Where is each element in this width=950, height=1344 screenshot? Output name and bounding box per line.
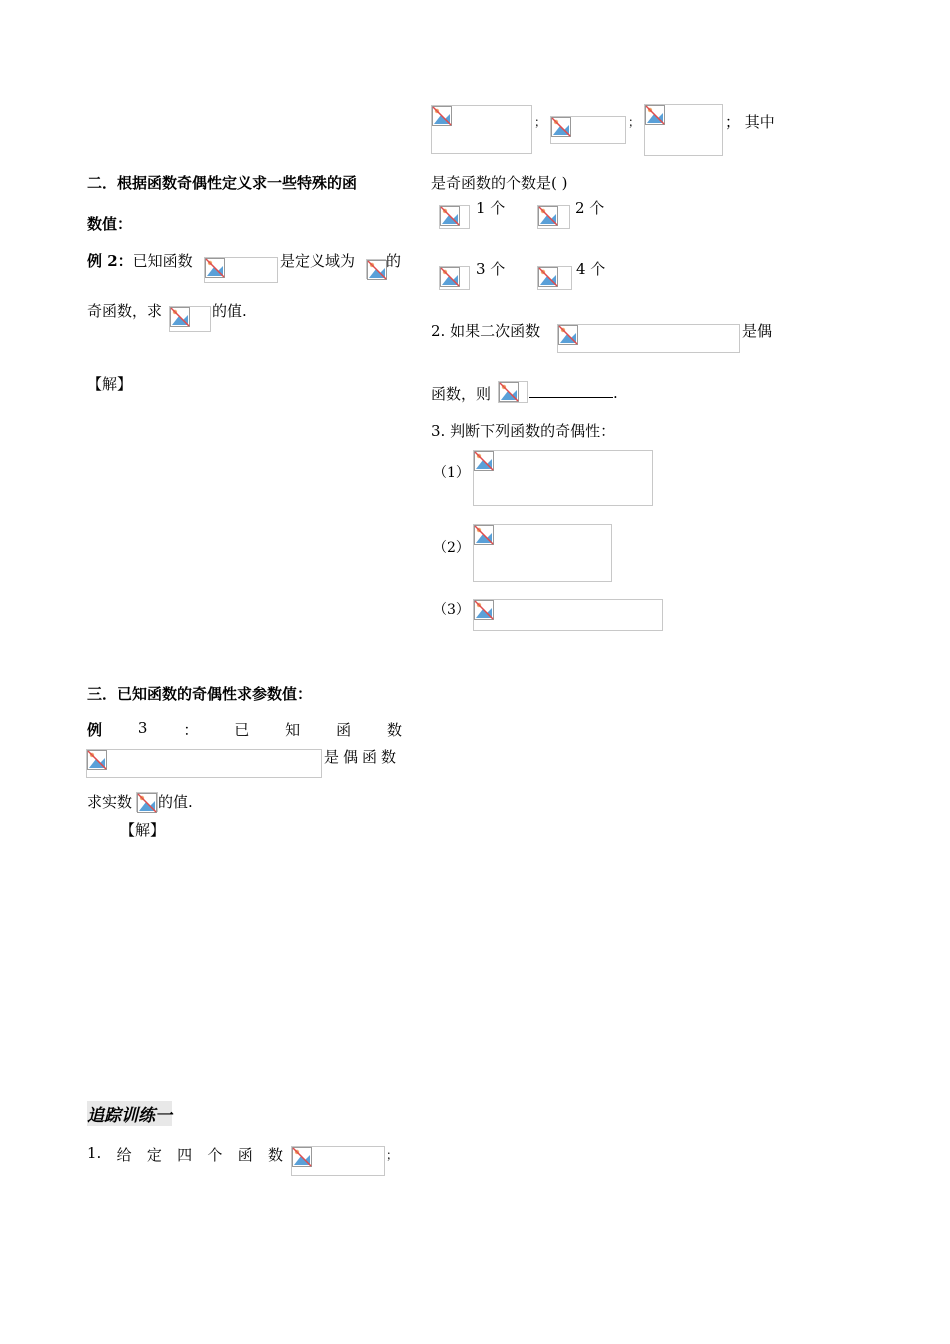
formula-image xyxy=(498,381,528,403)
broken-image-icon xyxy=(432,106,452,126)
broken-image-icon xyxy=(474,451,494,471)
example2-text-a: 已知函数 xyxy=(132,252,193,270)
option-a-text: 1 个 xyxy=(476,199,506,217)
option-b-image xyxy=(537,205,570,229)
broken-image-icon xyxy=(440,267,460,287)
question1-char: 数 xyxy=(267,1146,283,1164)
example2-label: 例 2： xyxy=(87,252,133,270)
question1-char: 个 xyxy=(207,1146,223,1164)
option-a-image xyxy=(439,205,470,229)
formula-image xyxy=(366,259,386,279)
broken-image-icon xyxy=(170,307,190,327)
section2-title-line2: 数值： xyxy=(87,215,133,233)
broken-image-icon xyxy=(474,600,494,620)
example3-char: 例 xyxy=(87,721,103,739)
question3-item-label: （2） xyxy=(433,540,470,556)
formula-image xyxy=(136,792,158,812)
broken-image-icon xyxy=(205,258,225,278)
example3-char: ： xyxy=(183,721,199,739)
formula-image xyxy=(86,749,322,778)
example2-line1 xyxy=(87,250,193,271)
formula-image xyxy=(644,104,723,156)
example2-text-c: 的 xyxy=(386,252,402,270)
question1-continuation: 是奇函数的个数是( ) xyxy=(431,174,568,192)
broken-image-icon xyxy=(292,1147,312,1167)
broken-image-icon xyxy=(558,325,578,345)
question1-char: 给 xyxy=(116,1146,132,1164)
example3-char: 函 xyxy=(336,721,352,739)
question3-text: 3. 判断下列函数的奇偶性： xyxy=(431,422,616,440)
broken-image-icon xyxy=(499,382,519,402)
tracking-title: 追踪训练一 xyxy=(87,1101,172,1126)
question1-char: 定 xyxy=(146,1146,162,1164)
question2-text-a: 2. 如果二次函数 xyxy=(431,322,541,340)
broken-image-icon xyxy=(440,206,460,226)
example3-text-b: 求实数 xyxy=(87,793,133,811)
broken-image-icon xyxy=(87,750,107,770)
example3-text-a: 是偶函数 xyxy=(324,748,401,766)
option-d-text: 4 个 xyxy=(576,260,606,278)
example2-text-d: 奇函数，求 xyxy=(87,302,163,320)
example3-line1 xyxy=(87,719,402,740)
question1-semicolon: ； xyxy=(386,1148,399,1162)
question1-char: 1. xyxy=(87,1144,102,1162)
formula-image xyxy=(550,116,626,144)
option-c-image xyxy=(439,266,470,290)
question1-text-tail: ； 其中 xyxy=(725,113,775,131)
question2-text-c: 函数，则 xyxy=(431,385,492,403)
formula-image xyxy=(431,105,532,154)
semicolon: ； xyxy=(628,115,641,129)
broken-image-icon xyxy=(538,206,558,226)
example3-char: 数 xyxy=(386,721,402,739)
question1-char: 四 xyxy=(177,1146,193,1164)
question2-text-d: . xyxy=(613,384,618,402)
example3-char: 3 xyxy=(137,719,148,737)
example3-text-c: 的值. xyxy=(158,793,193,811)
broken-image-icon xyxy=(137,793,157,813)
broken-image-icon xyxy=(538,267,558,287)
formula-image xyxy=(169,306,211,332)
example3-solution-label: 【解】 xyxy=(120,821,166,839)
answer-blank xyxy=(529,383,618,402)
broken-image-icon xyxy=(645,105,665,125)
option-c-text: 3 个 xyxy=(476,260,506,278)
question1-line1 xyxy=(87,1144,283,1165)
section3-title: 三．已知函数的奇偶性求参数值： xyxy=(87,685,313,703)
example3-char: 知 xyxy=(285,721,301,739)
formula-image xyxy=(204,257,278,283)
broken-image-icon xyxy=(367,260,387,280)
example2-text-e: 的值. xyxy=(212,302,247,320)
option-d-image xyxy=(537,266,572,290)
example2-text-b: 是定义域为 xyxy=(280,252,356,270)
question1-char: 函 xyxy=(237,1146,253,1164)
example3-char: 已 xyxy=(234,721,250,739)
question3-item-label: （1） xyxy=(433,465,470,481)
question2-text-b: 是偶 xyxy=(742,322,773,340)
question3-item-label: （3） xyxy=(433,602,470,618)
example2-solution-label: 【解】 xyxy=(87,375,133,393)
formula-image xyxy=(473,524,612,582)
option-b-text: 2 个 xyxy=(575,199,605,217)
formula-image xyxy=(557,324,740,353)
formula-image xyxy=(473,450,653,506)
section2-title-line1: 二．根据函数奇偶性定义求一些特殊的函 xyxy=(87,174,358,192)
formula-image xyxy=(291,1146,385,1176)
broken-image-icon xyxy=(474,525,494,545)
semicolon: ； xyxy=(534,115,547,129)
broken-image-icon xyxy=(551,117,571,137)
formula-image xyxy=(473,599,663,631)
